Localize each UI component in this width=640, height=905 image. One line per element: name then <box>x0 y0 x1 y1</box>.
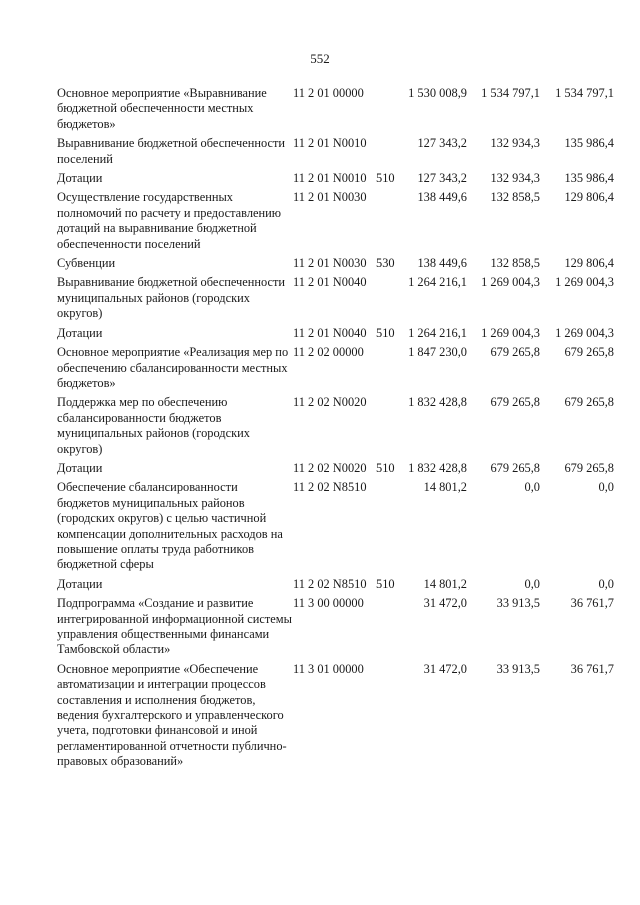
row-value-3: 1 534 797,1 <box>555 86 614 100</box>
row-code: 11 2 01 N0010 <box>293 171 367 186</box>
row-name: Основное мероприятие «Реализация мер по обеспечению сбалансированности местных бюджетов» <box>57 345 289 390</box>
row-value-2: 1 269 004,3 <box>481 275 540 290</box>
row-value-3: 0,0 <box>598 576 614 591</box>
row-name: Основное мероприятие «Выравнивание бюджетной обеспеченности местных бюджетов» <box>57 86 267 131</box>
row-name: Основное мероприятие «Обеспечение автоматизации и интеграции процессов составления и исполнения бюджетов, ведения бухгалтерского и управленческого учета, подготовки финансовой и иной регламентированной отчетности публично-правовых образований» <box>57 661 287 769</box>
row-value-1: 1 264 216,1 <box>408 325 467 340</box>
row-code: 11 2 02 N8510 <box>293 576 367 591</box>
row-value-1: 1 832 428,8 <box>408 460 467 475</box>
row-value-3: 129 806,4 <box>564 256 614 271</box>
row-value-1: 127 343,2 <box>417 171 467 186</box>
row-value-2: 0,0 <box>524 480 540 495</box>
row-code: 11 2 01 00000 <box>293 86 364 100</box>
table-row <box>0 395 640 457</box>
row-code: 11 2 01 N0030 <box>293 256 367 271</box>
row-value-1: 138 449,6 <box>417 190 467 205</box>
row-value-2: 132 858,5 <box>490 190 540 205</box>
row-value-1: 138 449,6 <box>417 256 467 271</box>
table-row <box>0 326 640 341</box>
table-row <box>0 461 640 476</box>
row-name: Выравнивание бюджетной обеспеченности муниципальных районов (городских округов) <box>57 275 286 321</box>
table-row <box>0 256 640 271</box>
table-row <box>0 662 640 770</box>
row-name: Обеспечение сбалансированности бюджетов муниципальных районов (городских округов) с целью частичной компенсации дополнительных расходов на повышение оплаты труда работников бюджетной сферы <box>57 480 283 572</box>
row-kvr: 530 <box>376 256 395 271</box>
row-code: 11 3 01 00000 <box>293 661 364 676</box>
table-row <box>0 345 640 391</box>
row-value-3: 679 265,8 <box>564 345 614 360</box>
page-number: 552 <box>310 51 330 66</box>
row-value-3: 135 986,4 <box>564 171 614 186</box>
row-code: 11 2 01 N0040 <box>293 325 367 340</box>
row-code: 11 2 02 00000 <box>293 345 364 360</box>
row-value-3: 679 265,8 <box>564 395 614 410</box>
row-value-2: 679 265,8 <box>490 460 540 475</box>
row-value-2: 33 913,5 <box>496 596 540 611</box>
row-value-1: 14 801,2 <box>423 480 467 495</box>
row-name: Субвенции <box>57 256 116 271</box>
row-code: 11 2 01 N0030 <box>293 190 367 205</box>
row-value-2: 1 534 797,1 <box>481 86 540 100</box>
table-row <box>0 596 640 658</box>
row-value-2: 679 265,8 <box>490 345 540 360</box>
row-value-1: 31 472,0 <box>423 596 467 611</box>
row-code: 11 2 02 N0020 <box>293 395 367 410</box>
table-row <box>0 577 640 592</box>
row-value-2: 0,0 <box>524 576 540 591</box>
row-value-1: 31 472,0 <box>423 661 467 676</box>
row-value-3: 129 806,4 <box>564 190 614 205</box>
row-name: Поддержка мер по обеспечению сбалансированности бюджетов муниципальных районов (городских округов) <box>57 395 250 456</box>
table-row <box>0 480 640 572</box>
row-value-3: 1 269 004,3 <box>555 275 614 290</box>
row-value-2: 1 269 004,3 <box>481 325 540 340</box>
row-value-3: 1 269 004,3 <box>555 325 614 340</box>
row-value-3: 135 986,4 <box>564 136 614 151</box>
row-name: Дотации <box>57 171 103 186</box>
row-code: 11 2 01 N0040 <box>293 275 367 290</box>
row-code: 11 2 02 N8510 <box>293 480 367 495</box>
row-name: Подпрограмма «Создание и развитие интегрированной информационной системы управления общественными финансами Тамбовской области» <box>57 596 292 657</box>
row-kvr: 510 <box>376 576 395 591</box>
row-value-3: 36 761,7 <box>570 661 614 676</box>
row-value-2: 33 913,5 <box>496 661 540 676</box>
row-value-2: 132 934,3 <box>490 136 540 151</box>
row-value-1: 127 343,2 <box>417 136 467 151</box>
table-row <box>0 171 640 186</box>
row-value-1: 1 847 230,0 <box>408 345 467 360</box>
row-value-1: 1 264 216,1 <box>408 275 467 290</box>
table-row <box>0 86 640 132</box>
table-row <box>0 190 640 252</box>
row-name: Дотации <box>57 460 103 475</box>
row-value-3: 36 761,7 <box>570 596 614 611</box>
row-value-2: 132 858,5 <box>490 256 540 271</box>
row-value-2: 132 934,3 <box>490 171 540 186</box>
row-value-1: 1 832 428,8 <box>408 395 467 410</box>
row-value-3: 679 265,8 <box>564 460 614 475</box>
row-name: Дотации <box>57 576 103 591</box>
row-name: Осуществление государственных полномочий по расчету и предоставлению дотаций на выравнивание бюджетной обеспеченности поселений <box>57 190 282 251</box>
budget-table <box>0 86 640 774</box>
row-value-2: 679 265,8 <box>490 395 540 410</box>
row-name: Выравнивание бюджетной обеспеченности поселений <box>57 136 286 166</box>
row-value-1: 14 801,2 <box>423 576 467 591</box>
row-value-3: 0,0 <box>598 480 614 495</box>
table-row <box>0 275 640 321</box>
row-code: 11 2 01 N0010 <box>293 136 367 151</box>
row-value-1: 1 530 008,9 <box>408 86 467 100</box>
row-kvr: 510 <box>376 325 395 340</box>
row-kvr: 510 <box>376 460 395 475</box>
row-name: Дотации <box>57 325 103 340</box>
row-code: 11 2 02 N0020 <box>293 460 367 475</box>
row-code: 11 3 00 00000 <box>293 596 364 611</box>
row-kvr: 510 <box>376 171 395 186</box>
table-row <box>0 136 640 167</box>
